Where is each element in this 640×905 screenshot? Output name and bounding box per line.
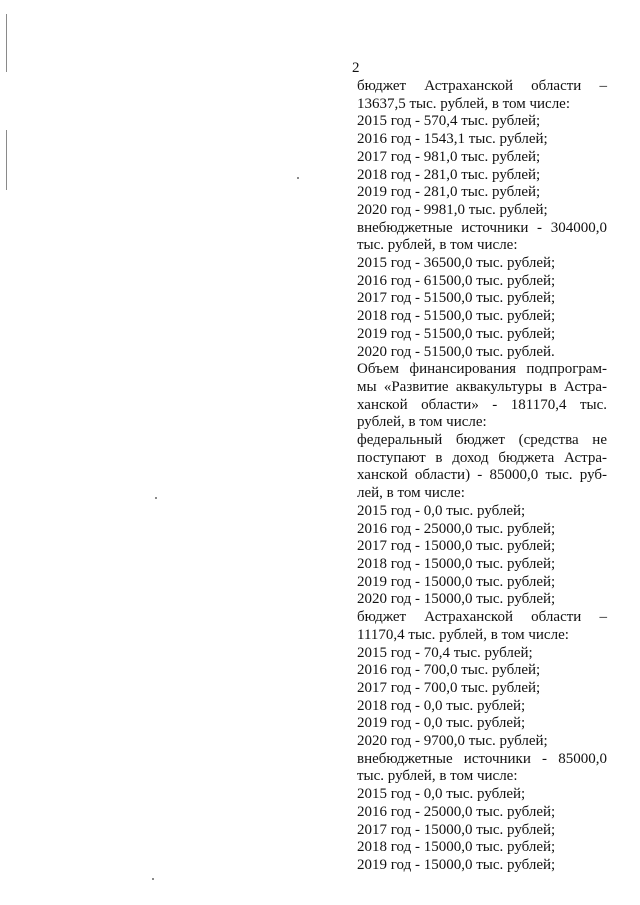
text-line: 2020 год - 9981,0 тыс. рублей; [357, 201, 548, 218]
scan-dot [152, 878, 154, 880]
text-line: 2015 год - 0,0 тыс. рублей; [357, 786, 526, 803]
text-line: внебюджетные источники - 85000,0 [357, 750, 607, 767]
text-line: поступают в доход бюджета Астра- [357, 449, 607, 466]
scan-dot [297, 177, 299, 179]
text-line: 2016 год - 700,0 тыс. рублей; [357, 662, 541, 679]
text-line: рублей, в том числе: [357, 414, 487, 431]
text-line: 2017 год - 15000,0 тыс. рублей; [357, 821, 556, 838]
text-line: внебюджетные источники - 304000,0 [357, 219, 607, 236]
text-line: 2015 год - 570,4 тыс. рублей; [357, 113, 541, 130]
text-line: 2016 год - 61500,0 тыс. рублей; [357, 272, 556, 289]
text-line: 2016 год - 25000,0 тыс. рублей; [357, 520, 556, 537]
text-line: тыс. рублей, в том числе: [357, 768, 518, 785]
text-line: 2016 год - 1543,1 тыс. рублей; [357, 131, 548, 148]
text-line: 13637,5 тыс. рублей, в том числе: [357, 95, 571, 112]
text-line: 2018 год - 281,0 тыс. рублей; [357, 166, 541, 183]
text-line: 2015 год - 0,0 тыс. рублей; [357, 502, 526, 519]
text-line: 2015 год - 70,4 тыс. рублей; [357, 644, 533, 661]
text-line: 2016 год - 25000,0 тыс. рублей; [357, 803, 556, 820]
text-line: 2015 год - 36500,0 тыс. рублей; [357, 255, 556, 272]
text-line: ханской области» - 181170,4 тыс. [357, 396, 607, 413]
text-line: бюджет Астраханской области – [357, 609, 607, 626]
text-line: мы «Развитие аквакультуры в Астра- [357, 378, 607, 395]
text-line: 2017 год - 15000,0 тыс. рублей; [357, 538, 556, 555]
text-line: 11170,4 тыс. рублей, в том числе: [357, 626, 569, 643]
text-line: 2017 год - 700,0 тыс. рублей; [357, 679, 541, 696]
text-line: 2020 год - 15000,0 тыс. рублей; [357, 591, 556, 608]
text-line: 2019 год - 15000,0 тыс. рублей; [357, 856, 556, 873]
text-line: 2019 год - 51500,0 тыс. рублей; [357, 325, 556, 342]
text-line: тыс. рублей, в том числе: [357, 237, 518, 254]
text-line: 2018 год - 51500,0 тыс. рублей; [357, 308, 556, 325]
text-line: 2017 год - 981,0 тыс. рублей; [357, 148, 541, 165]
text-line: бюджет Астраханской области – [357, 78, 607, 94]
scan-edge-mark [6, 14, 7, 72]
scan-edge-mark [6, 130, 7, 190]
text-line: ханской области) - 85000,0 тыс. руб- [357, 467, 607, 484]
text-line: 2019 год - 15000,0 тыс. рублей; [357, 573, 556, 590]
text-line: 2020 год - 9700,0 тыс. рублей; [357, 733, 548, 750]
financing-text-column [357, 78, 607, 875]
page-number: 2 [352, 60, 360, 76]
text-line: 2019 год - 281,0 тыс. рублей; [357, 184, 541, 201]
text-line: 2018 год - 15000,0 тыс. рублей; [357, 839, 556, 856]
text-line: Объем финансирования подпрограм- [357, 361, 607, 378]
text-line: 2020 год - 51500,0 тыс. рублей. [357, 343, 555, 360]
text-line: федеральный бюджет (средства не [357, 432, 607, 449]
text-line: 2018 год - 15000,0 тыс. рублей; [357, 555, 556, 572]
scan-dot [155, 497, 157, 499]
text-line: 2017 год - 51500,0 тыс. рублей; [357, 290, 556, 307]
text-line: 2018 год - 0,0 тыс. рублей; [357, 697, 526, 714]
text-line: 2019 год - 0,0 тыс. рублей; [357, 715, 526, 732]
text-line: лей, в том числе: [357, 485, 465, 502]
